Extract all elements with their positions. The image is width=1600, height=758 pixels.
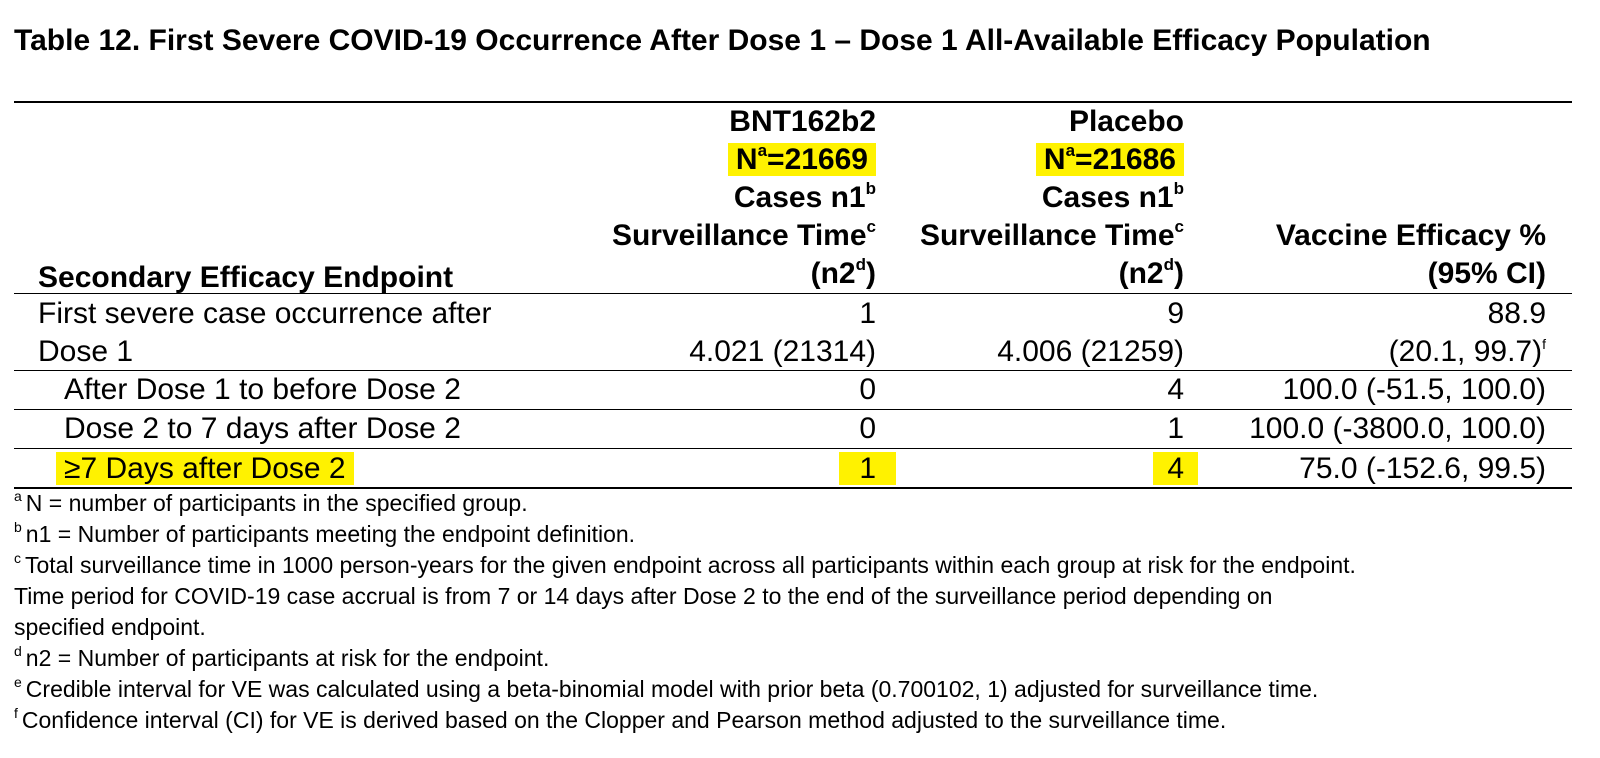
row-3-bnt-cases: 0 — [859, 412, 876, 445]
row-3-bottom-rule — [14, 448, 1572, 449]
row-4-placebo-cases — [1153, 450, 1198, 488]
row-1-confidence-interval: (20.1, 99.7)$^f$ — [1388, 335, 1546, 368]
footnote-a: $^a$ N = number of participants in the specified group. — [14, 488, 528, 516]
row-1-placebo-surveillance: 4.006 (21259) — [997, 335, 1184, 368]
row-3-label: Dose 2 to 7 days after Dose 2 — [64, 412, 461, 445]
row-3-vaccine-efficacy: 100.0 (-3800.0, 100.0) — [1249, 412, 1546, 445]
footnote-f: $^f$ Confidence interval (CI) for VE is derived based on the Clopper and Pearson method adjusted to the surveillance time. — [14, 705, 1227, 733]
row-1-bnt-cases: 1 — [859, 297, 876, 330]
bnt162b2-name: BNT162b2 — [729, 105, 876, 138]
footnotes — [14, 488, 1584, 736]
bnt162b2-column-header — [612, 103, 876, 293]
row-4-vaccine-efficacy: 75.0 (-152.6, 99.5) — [1299, 452, 1546, 485]
row-3-placebo-cases: 1 — [1167, 412, 1184, 445]
row-2-vaccine-efficacy: 100.0 (-51.5, 100.0) — [1282, 373, 1546, 406]
row-1-vaccine-efficacy: 88.9 — [1487, 297, 1546, 330]
bnt162b2-n-highlight: $N^a=21669$ — [728, 143, 876, 176]
header-bottom-rule — [14, 293, 1572, 294]
footnote-c: $^c$ Total surveillance time in 1000 person-years for the given endpoint across all participants within each group at risk for the endpoint. — [14, 550, 1356, 578]
bnt162b2-surveillance-label: Surveillance Time$^c$ — [611, 217, 876, 252]
footnote-d: $^d$ n2 = Number of participants at risk for the endpoint. — [14, 643, 550, 671]
endpoint-column-header: Secondary Efficacy Endpoint — [38, 261, 454, 294]
placebo-column-header — [920, 103, 1184, 293]
footnote-c-continuation-1: Time period for COVID-19 case accrual is from 7 or 14 days after Dose 2 to the end of the surveillance period depending on — [14, 583, 1273, 609]
bnt162b2-n — [612, 141, 876, 179]
row-2-placebo-cases: 4 — [1167, 373, 1184, 406]
row-4-bnt-cases — [839, 450, 896, 488]
table-title: Table 12. First Severe COVID-19 Occurrence After Dose 1 – Dose 1 All-Available Efficacy Population — [14, 24, 1431, 57]
row-4-label — [56, 450, 354, 488]
placebo-n — [920, 141, 1184, 179]
footnote-b: $^b$ n1 = Number of participants meeting the endpoint definition. — [14, 519, 636, 547]
placebo-n2-label: (n2$^d$) — [1118, 255, 1184, 290]
footnote-c-continuation-2: specified endpoint. — [14, 614, 206, 640]
placebo-name: Placebo — [1068, 105, 1184, 138]
row-1-placebo-cases: 9 — [1167, 297, 1184, 330]
placebo-cases-label: Cases n1$^b$ — [1041, 179, 1184, 214]
vaccine-efficacy-column-header — [1276, 217, 1546, 293]
row-4-bnt-highlight: 1 — [839, 452, 896, 485]
row-1-bnt-surveillance: 4.021 (21314) — [689, 335, 876, 368]
bnt162b2-n2-label: (n2$^d$) — [810, 255, 876, 290]
placebo-n-highlight: $N^a=21686$ — [1036, 143, 1184, 176]
placebo-surveillance-label: Surveillance Time$^c$ — [919, 217, 1184, 252]
bnt162b2-cases-label: Cases n1$^b$ — [733, 179, 876, 214]
row-2-bnt-cases: 0 — [859, 373, 876, 406]
row-2-label: After Dose 1 to before Dose 2 — [64, 373, 461, 406]
row-1-label-line2: Dose 1 — [38, 335, 134, 368]
row-1-label-line1: First severe case occurrence after — [38, 297, 492, 330]
confidence-interval-label: (95% CI) — [1427, 257, 1546, 290]
footnote-e: $^e$ Credible interval for VE was calculated using a beta-binomial model with prior beta (0.700102, 1) adjusted for surveillance time. — [14, 674, 1319, 702]
vaccine-efficacy-label: Vaccine Efficacy % — [1275, 219, 1546, 252]
row-4-label-highlight: ≥7 Days after Dose 2 — [56, 452, 354, 485]
row-4-placebo-highlight: 4 — [1153, 452, 1198, 485]
